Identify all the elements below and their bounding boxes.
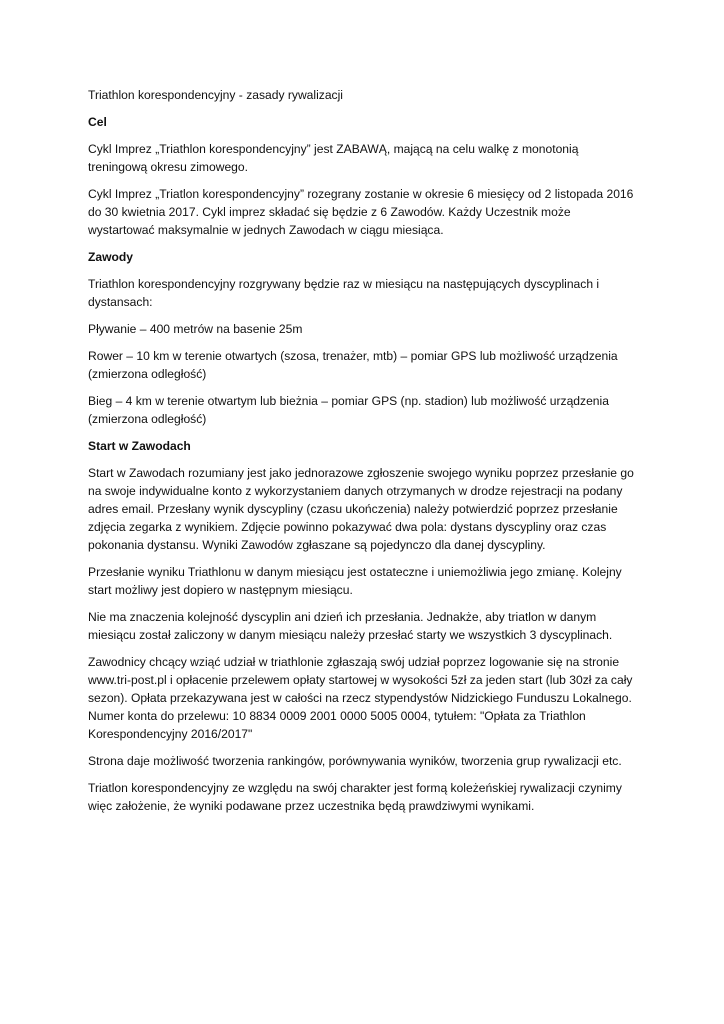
document-body [88,86,640,824]
section-heading-cel: Cel [88,115,107,129]
paragraph-start-rankings: Strona daje możliwość tworzenia rankingów, porównywania wyników, tworzenia grup rywalizacji etc. [88,754,622,768]
paragraph-cel-purpose: Cykl Imprez „Triathlon korespondencyjny” jest ZABAWĄ, mającą na celu walkę z monotonią treningową okresu zimowego. [88,142,579,174]
paragraph-discipline-bike: Rower – 10 km w terenie otwartych (szosa, trenażer, mtb) – pomiar GPS lub możliwość urządzenia (zmierzona odległość) [88,349,618,381]
paragraph-start-order: Nie ma znaczenia kolejność dyscyplin ani dzień ich przesłania. Jednakże, aby triatlon w danym miesiącu został zaliczony w danym miesiącu należy przesłać starty we wszystkich 3 dyscyplinach. [88,610,613,642]
section-heading-start: Start w Zawodach [88,439,191,453]
paragraph-discipline-run: Bieg – 4 km w terenie otwartym lub bieżnia – pomiar GPS (np. stadion) lub możliwość urządzenia (zmierzona odległość) [88,394,609,426]
paragraph-start-final: Przesłanie wyniku Triathlonu w danym miesiącu jest ostateczne i uniemożliwia jego zmianę. Kolejny start możliwy jest dopiero w następnym miesiącu. [88,565,622,597]
document-title: Triathlon korespondencyjny - zasady rywalizacji [88,88,343,102]
paragraph-zawody-intro: Triathlon korespondencyjny rozgrywany będzie raz w miesiącu na następujących dyscyplinach i dystansach: [88,277,600,309]
paragraph-start-fairplay: Triatlon korespondencyjny ze względu na swój charakter jest formą koleżeńskiej rywalizacji czynimy więc założenie, że wyniki podawane przez uczestnika będą prawdziwymi wynikami. [88,781,622,813]
paragraph-start-registration: Zawodnicy chcący wziąć udział w triathlonie zgłaszają swój udział poprzez logowanie się na stronie www.tri-post.pl i opłacenie przelewem opłaty startowej w wysokości 5zł za jeden start (lub 30zł za cały sezon). Opłata przekazywana jest w całości na rzecz stypendystów Nidzickiego Funduszu Lokalnego. Numer konta do przelewu: 10 8834 0009 2001 0000 5005 0004, tytułem: "Opłata za Triathlon Korespondencyjny 2016/2017" [88,655,633,741]
paragraph-cel-schedule: Cykl Imprez „Triatlon korespondencyjny” rozegrany zostanie w okresie 6 miesięcy od 2 listopada 2016 do 30 kwietnia 2017. Cykl imprez składać się będzie z 6 Zawodów. Każdy Uczestnik może wystartować maksymalnie w jednych Zawodach w ciągu miesiąca. [88,187,634,237]
section-heading-zawody: Zawody [88,250,134,264]
paragraph-discipline-swim: Pływanie – 400 metrów na basenie 25m [88,322,303,336]
paragraph-start-definition: Start w Zawodach rozumiany jest jako jednorazowe zgłoszenie swojego wyniku poprzez przesłanie go na swoje indywidualne konto z wykorzystaniem danych otrzymanych w drodze rejestracji na podany adres email. Przesłany wynik dyscypliny (czasu ukończenia) należy potwierdzić poprzez przesłanie zdjęcia zegarka z wynikiem. Zdjęcie powinno pokazywać dwa pola: dystans dyscypliny oraz czas pokonania dystansu. Wyniki Zawodów zgłaszane są pojedynczo dla danej dyscypliny. [88,466,634,552]
